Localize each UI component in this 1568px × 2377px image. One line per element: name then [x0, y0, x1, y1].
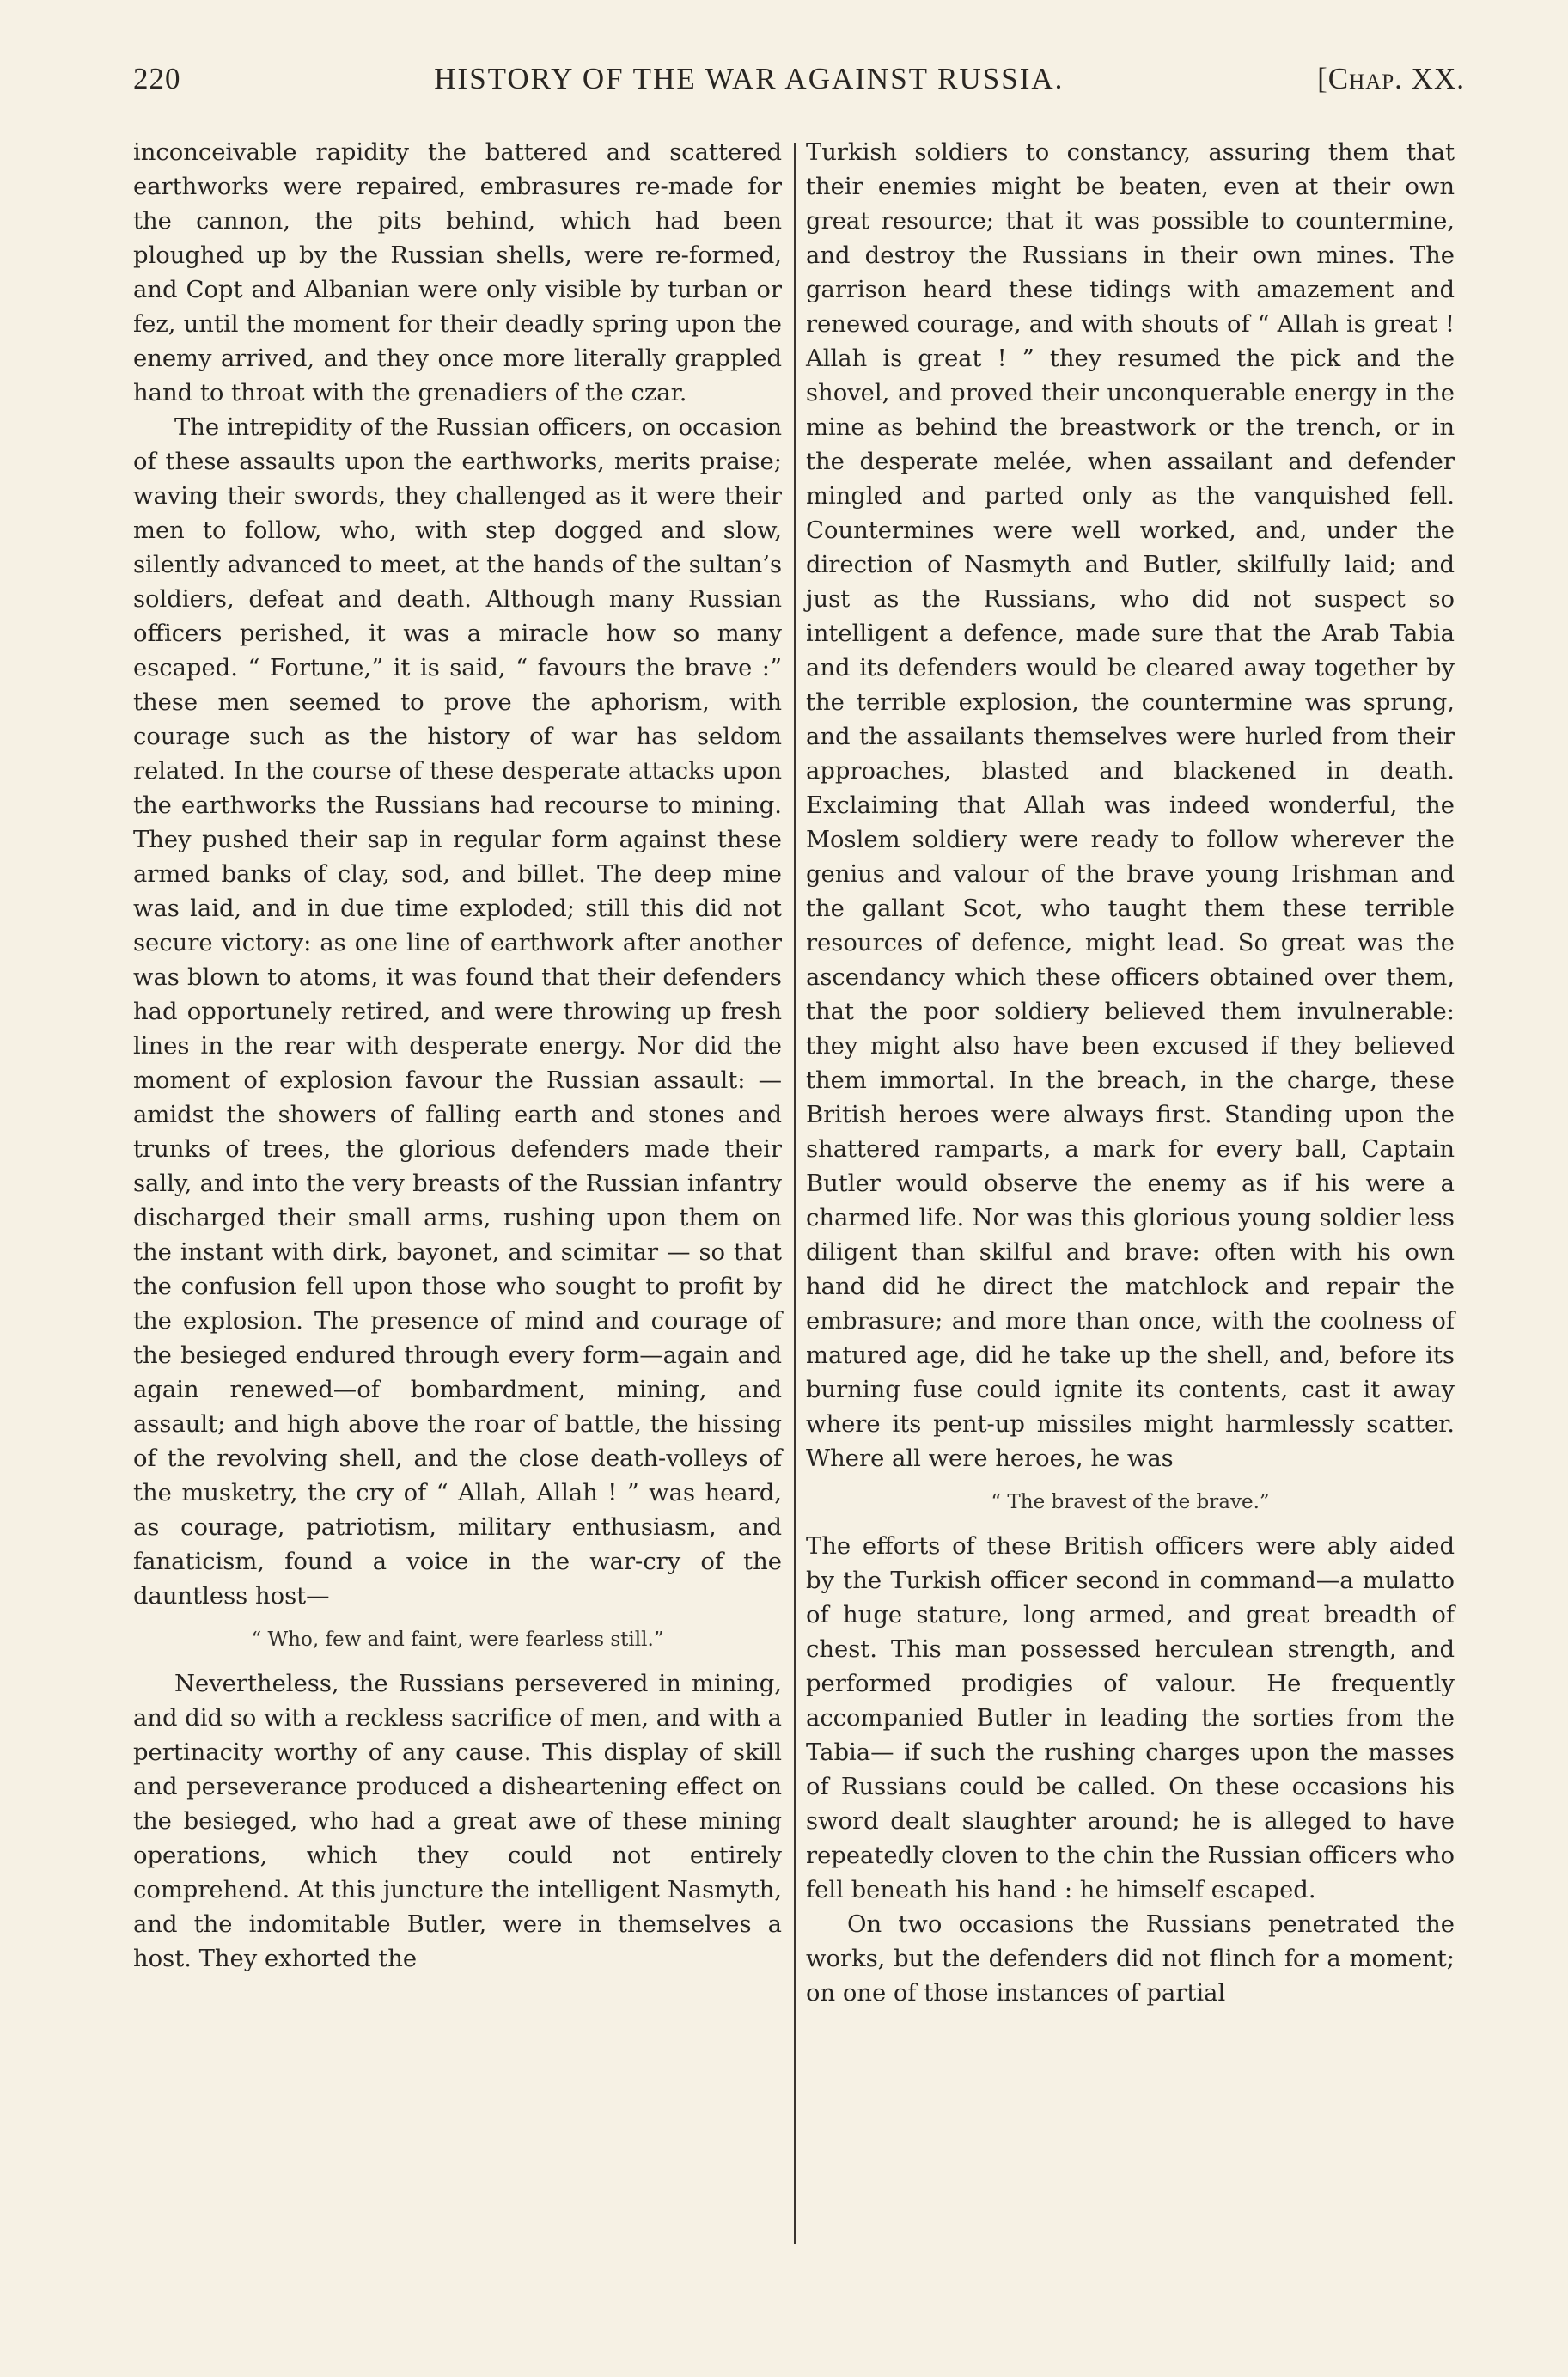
- running-head: [133, 62, 1465, 113]
- paragraph: The intrepidity of the Russian officers, on occasion of these assaults upon the earthworks, merits praise; waving their swords, they challenged as it were their men to follow, who, with step dogged and slow, silently advanced to meet, at the hands of the sultan’s soldiers, defeat and death. Although many Russian officers perished, it was a miracle how so many escaped. “ Fortune,” it is said, “ favours the brave :” these men seemed to prove the aphorism, with courage such as the history of war has seldom related. In the course of these desperate attacks upon the earthworks the Russians had recourse to mining. They pushed their sap in regular form against these armed banks of clay, sod, and billet. The deep mine was laid, and in due time exploded; still this did not secure victory: as one line of earthwork after another was blown to atoms, it was found that their defenders had opportunely retired, and were throwing up fresh lines in the rear with desperate energy. Nor did the moment of explosion favour the Russian assault: — amidst the showers of falling earth and stones and trunks of trees, the glorious defenders made their sally, and into the very breasts of the Russian infantry discharged their small arms, rushing upon them on the instant with dirk, bayonet, and scimitar — so that the confusion fell upon those who sought to profit by the explosion. The presence of mind and courage of the besieged endured through every form—again and again renewed—of bombardment, mining, and assault; and high above the roar of battle, the hissing of the revolving shell, and the close death-volleys of the musketry, the cry of “ Allah, Allah ! ” was heard, as courage, patriotism, military enthusiasm, and fanaticism, found a voice in the war-cry of the dauntless host—: [133, 414, 782, 1610]
- paragraph: On two occasions the Russians penetrated the works, but the defenders did not flinch for a moment; on one of those instances of partial: [806, 1911, 1455, 2007]
- verse-quote: “ Who, few and faint, were fearless still.”: [251, 1628, 664, 1651]
- paragraph: Turkish soldiers to constancy, assuring them that their enemies might be beaten, even at their own great resource; that it was possible to countermine, and destroy the Russians in their own mines. The garrison heard these tidings with amazement and renewed courage, and with shouts of “ Allah is great ! Allah is great ! ” they resumed the pick and the shovel, and proved their unconquerable energy in the mine as behind the breastwork or the trench, or in the desperate melée, when assailant and defender mingled and parted only as the vanquished fell. Countermines were well worked, and, under the direction of Nasmyth and Butler, skilfully laid; and just as the Russians, who did not suspect so intelligent a defence, made sure that the Arab Tabia and its defenders would be cleared away together by the terrible explosion, the countermine was sprung, and the assailants themselves were hurled from their approaches, blasted and blackened in death. Exclaiming that Allah was indeed wonderful, the Moslem soldiery were ready to follow wherever the genius and valour of the brave young Irishman and the gallant Scot, who taught them these terrible resources of defence, might lead. So great was the ascendancy which these officers obtained over them, that the poor soldiery believed them invulnerable: they might also have been excused if they believed them immortal. In the breach, in the charge, these British heroes were always first. Standing upon the shattered ramparts, a mark for every ball, Captain Butler would observe the enemy as if his were a charmed life. Nor was this glorious young soldier less diligent than skilful and brave: often with his own hand did he direct the matchlock and repair the embrasure; and more than once, with the coolness of matured age, did he take up the shell, and, before its burning fuse could ignite its contents, cast it away where its pent-up missiles might harmlessly scatter. Where all were heroes, he was: [806, 139, 1455, 1472]
- paragraph: inconceivable rapidity the battered and scattered earthworks were repaired, embrasures re-made for the cannon, the pits behind, which had been ploughed up by the Russian shells, were re-formed, and Copt and Albanian were only visible by turban or fez, until the moment for their deadly spring upon the enemy arrived, and they once more literally grappled hand to throat with the grenadiers of the czar.: [133, 139, 782, 406]
- verse-quote: “ The bravest of the brave.”: [991, 1491, 1270, 1513]
- left-column: [133, 136, 782, 1977]
- right-column: [806, 136, 1455, 2011]
- page-number: 220: [133, 62, 181, 95]
- chapter-marker: [Chap. XX.: [1317, 62, 1465, 95]
- column-divider: [794, 143, 796, 2244]
- paragraph: The efforts of these British officers were ably aided by the Turkish officer second in command—a mulatto of huge stature, long armed, and great breadth of chest. This man possessed herculean strength, and performed prodigies of valour. He frequently accompanied Butler in leading the sorties from the Tabia— if such the rushing charges upon the masses of Russians could be called. On these occasions his sword dealt slaughter around; he is alleged to have repeatedly cloven to the chin the Russian officers who fell beneath his hand : he himself escaped.: [806, 1533, 1455, 1903]
- paragraph: Nevertheless, the Russians persevered in mining, and did so with a reckless sacrifice of men, and with a pertinacity worthy of any cause. This display of skill and perseverance produced a disheartening effect on the besieged, who had a great awe of these mining operations, which they could not entirely comprehend. At this juncture the intelligent Nasmyth, and the indomitable Butler, were in themselves a host. They exhorted the: [133, 1671, 782, 1972]
- running-title: HISTORY OF THE WAR AGAINST RUSSIA.: [434, 62, 1065, 95]
